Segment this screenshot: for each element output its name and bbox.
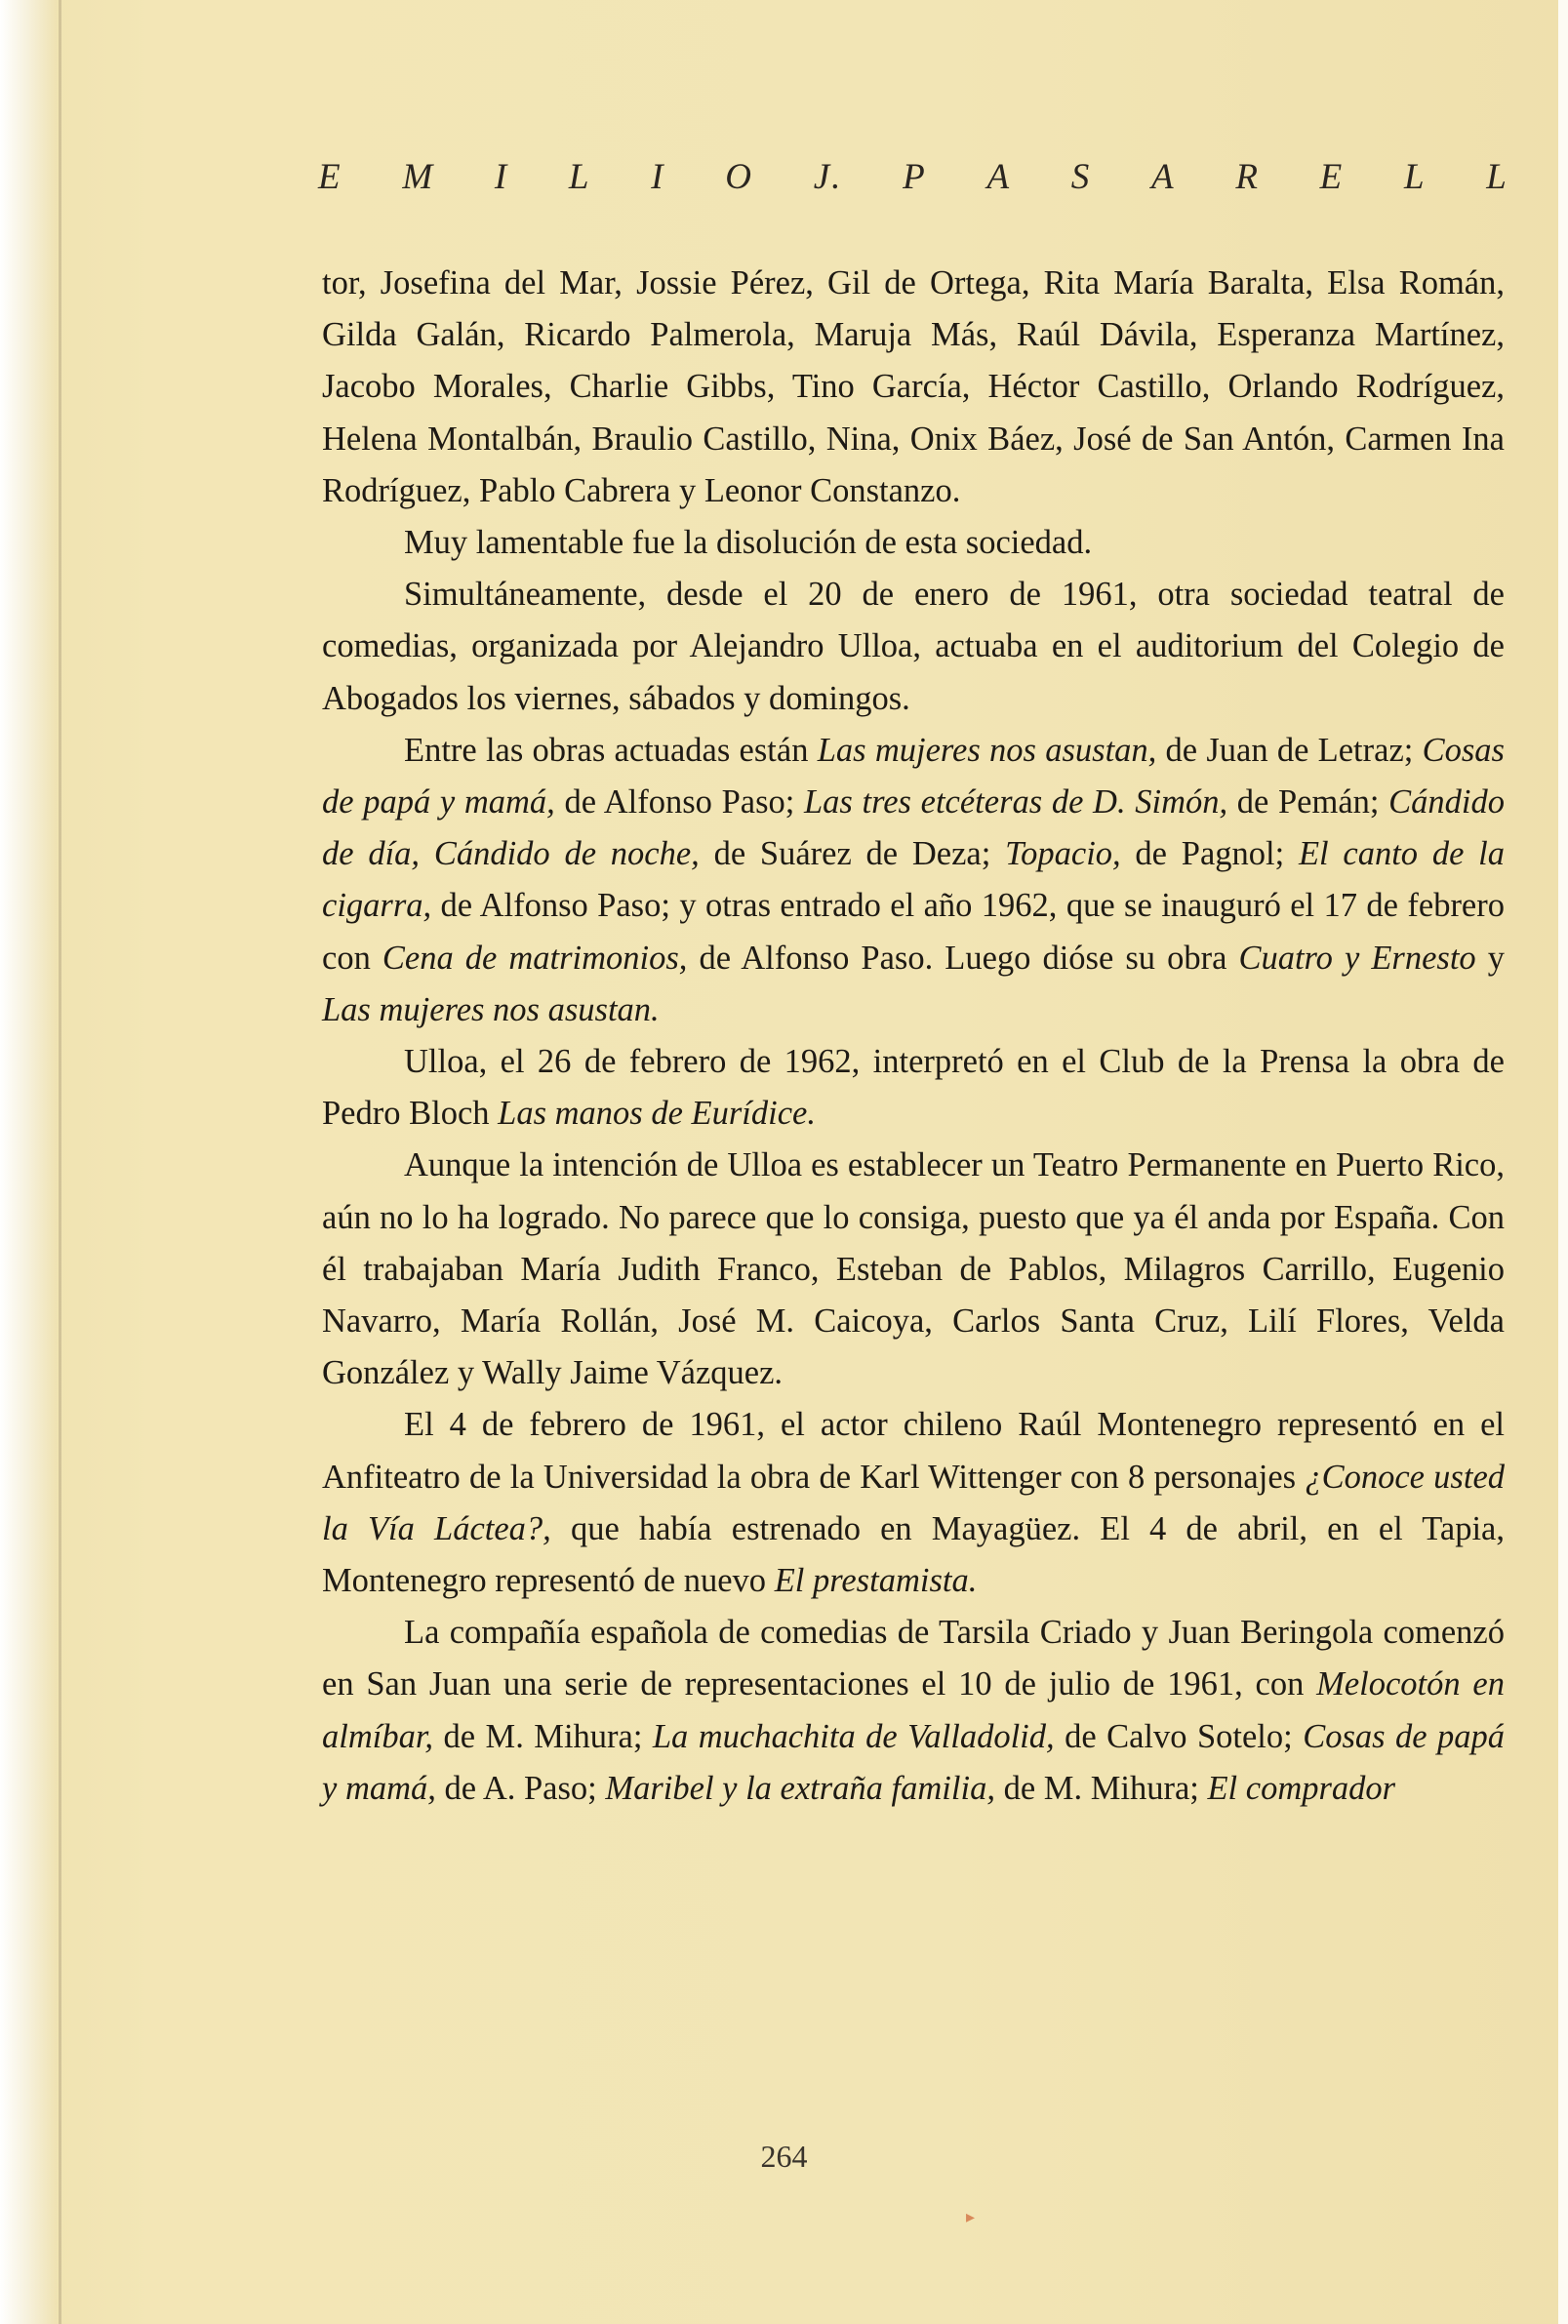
header-letter: S (1070, 157, 1092, 197)
text-run: y (1475, 939, 1505, 977)
paragraph (322, 569, 1505, 725)
header-letter: M (402, 157, 435, 197)
header-letter: I (651, 157, 665, 197)
header-letter: O (725, 157, 753, 197)
text-run: El 4 de febrero de 1961, el actor chileno Raúl Montenegro representó en el Anfiteatro de la Universidad la obra de Karl Wittenger con 8 personajes (322, 1406, 1505, 1496)
italic-title: El comprador (1207, 1769, 1396, 1807)
paragraph (322, 258, 1505, 517)
paragraph (322, 1036, 1505, 1140)
text-run: Entre las obras actuadas están (404, 731, 818, 769)
italic-title: El prestamista. (774, 1562, 978, 1600)
italic-title: Melocotón en almíbar, (322, 1665, 1505, 1755)
header-letter: E (318, 157, 342, 197)
body-text (322, 258, 1505, 1815)
header-letter: P (903, 157, 927, 197)
italic-title: Maribel y la extraña familia, (605, 1769, 995, 1807)
header-letter: J. (813, 157, 843, 197)
binding-shadow-line (59, 0, 61, 2324)
text-run: Ulloa, el 26 de febrero de 1962, interpretó en el Club de la Prensa la obra de Pedro Bloch (322, 1043, 1505, 1133)
text-run: de M. Mihura; (994, 1769, 1208, 1807)
text-run: La compañía española de comedias de Tarsila Criado y Juan Beringola comenzó en San Juan una serie de representaciones el 10 de julio de 1961, con (322, 1614, 1505, 1703)
italic-title: ¿Conoce usted la Vía Láctea?, (322, 1458, 1506, 1547)
text-run: que había estrenado en Mayagüez. El 4 de abril, en el Tapia, Montenegro representó de nuevo (322, 1509, 1505, 1600)
text-run: de A. Paso; (435, 1769, 606, 1807)
italic-title: Cándido de día, Cándido de noche, (322, 783, 1505, 873)
text-run: de Alfonso Paso; y otras entrado el año 1962, que se inauguró el 17 de febrero con (322, 887, 1505, 977)
header-letter: L (1403, 157, 1427, 197)
paragraph (322, 1607, 1505, 1815)
text-run: de Juan de Letraz; (1156, 731, 1423, 769)
header-letter: A (986, 157, 1012, 197)
paragraph (322, 1140, 1505, 1399)
italic-title: Las mujeres nos asustan. (322, 990, 660, 1028)
header-letter: I (494, 157, 509, 197)
header-letter: A (1151, 157, 1176, 197)
paper-speck-mark: ▸ (966, 2207, 976, 2226)
text-run: de Calvo Sotelo; (1054, 1717, 1304, 1755)
text-run: de Alfonso Paso. Luego dióse su obra (687, 939, 1239, 977)
page-right-edge (1558, 0, 1568, 2324)
italic-title: El canto de la cigarra, (322, 835, 1505, 925)
text-run: tor, Josefina del Mar, Jossie Pérez, Gil de Ortega, Rita María Baralta, Elsa Román, Gilda Galán, Ricardo Palmerola, Maruja Más, Raúl Dávila, Esperanza Martínez, Jacobo Morales, Charlie Gibbs, Tino García, Héctor Castillo, Orlando Rodríguez, Helena Montalbán, Braulio Castillo, Nina, Onix Báez, José de San Antón, Carmen Ina Rodríguez, Pablo Cabrera y Leonor Constanzo. (322, 264, 1505, 509)
italic-title: Las manos de Eurídice. (498, 1095, 816, 1133)
header-letter: R (1235, 157, 1260, 197)
text-run: Muy lamentable fue la disolución de esta sociedad. (404, 524, 1093, 562)
header-letter: L (568, 157, 591, 197)
text-run: de Pagnol; (1120, 835, 1299, 873)
italic-title: Topacio, (1005, 835, 1121, 873)
paragraph (322, 725, 1505, 1036)
italic-title: Cosas de papá y mamá, (322, 731, 1505, 821)
text-run: de Alfonso Paso; (554, 783, 804, 821)
italic-title: Las tres etcéteras de D. Simón, (804, 783, 1228, 821)
text-run: de M. Mihura; (433, 1717, 653, 1755)
italic-title: La muchachita de Valladolid, (652, 1717, 1055, 1755)
text-run: Aunque la intención de Ulloa es establecer un Teatro Permanente en Puerto Rico, aún no lo ha logrado. No parece que lo consiga, puesto que ya él anda por España. Con él trabajaban María Judith Franco, Esteban de Pablos, Milagros Carrillo, Eugenio Navarro, María Rollán, José M. Caicoya, Carlos Santa Cruz, Lilí Flores, Velda González y Wally Jaime Vázquez. (322, 1146, 1505, 1392)
italic-title: Las mujeres nos asustan, (817, 731, 1157, 769)
paragraph (322, 1399, 1505, 1607)
header-letter: E (1319, 157, 1345, 197)
paragraph (322, 517, 1505, 569)
text-run: de Pemán; (1227, 783, 1389, 821)
text-run: de Suárez de Deza; (699, 835, 1006, 873)
text-run: Simultáneamente, desde el 20 de enero de 1961, otra sociedad teatral de comedias, organizada por Alejandro Ulloa, actuaba en el auditorium del Colegio de Abogados los viernes, sábados y domingos. (322, 576, 1505, 717)
running-header (318, 156, 1508, 198)
italic-title: Cena de matrimonios, (382, 939, 688, 977)
italic-title: Cuatro y Ernesto (1238, 939, 1476, 977)
italic-title: Cosas de papá y mamá, (322, 1717, 1506, 1807)
header-letter: L (1486, 157, 1508, 197)
page-number: 264 (760, 2139, 808, 2174)
binding-edge (0, 0, 57, 2324)
